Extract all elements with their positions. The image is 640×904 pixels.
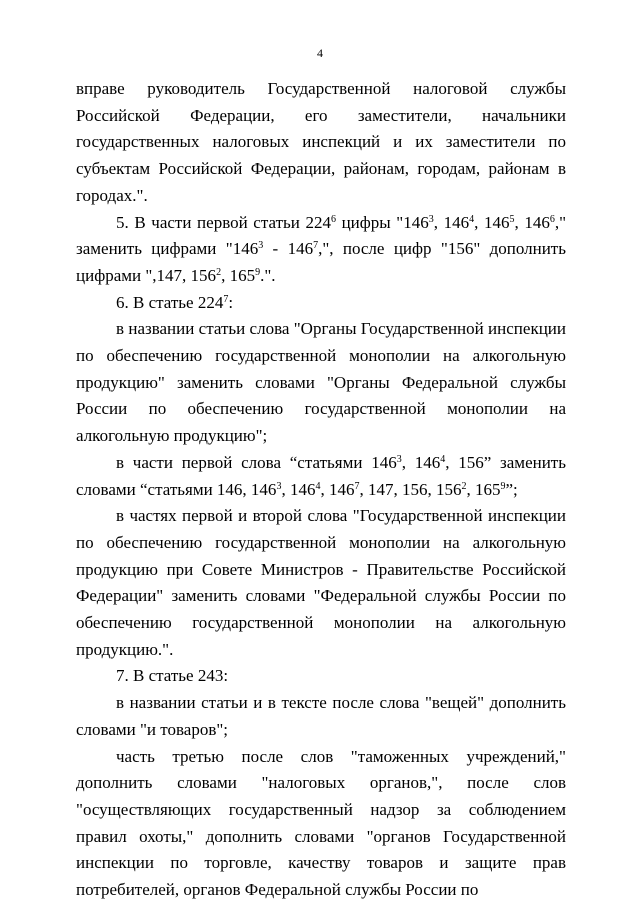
text-run: цифры "146 [335,212,429,232]
text-run: в частях первой и второй слова "Государственной инспекции по обеспечению государственной монополии на алкогольную продукцию при Совете Министров - Правительстве Российской Федерации" заменить словами "Федеральной службы России по обеспечению государственной монополии на алкогольную продукцию.". [76,506,566,659]
text-run: , 156” заменить словами “статьями 146, 146 [76,452,566,499]
document-body [76,76,566,904]
text-run: ,", после цифр "156" дополнить цифрами ",147, 156 [76,239,566,285]
superscript: 4 [440,453,446,465]
superscript: 2 [461,480,467,492]
paragraph [76,210,566,290]
superscript: 3 [396,453,402,465]
paragraph [76,290,566,317]
paragraph [76,76,566,210]
text-run: , 146 [401,452,441,472]
text-run: , 165 [466,479,501,499]
paragraph [76,316,566,450]
text-run: , 146 [281,479,316,499]
superscript: 3 [258,240,264,252]
text-run: часть третью после слов "таможенных учреждений," дополнить словами "налоговых органов,", после слов "осуществляющих государственный надзор за соблюдением правил охоты," дополнить словами "органов Государственной инспекции по торговле, качеству товаров и защите прав потребителей, органов Федеральной службы России по [76,746,566,900]
superscript: 6 [549,213,555,225]
text-run: - 146 [263,239,314,259]
paragraph [76,450,566,503]
superscript: 6 [330,213,336,225]
superscript: 7 [313,240,319,252]
text-run: , 146 [474,212,510,232]
text-run: : [228,292,234,312]
text-run: , 146 [433,212,470,232]
superscript: 5 [509,213,515,225]
text-run: , 165 [221,265,256,285]
superscript: 7 [354,480,360,492]
text-run: 5. В части первой статьи 224 [116,212,331,232]
text-run: 7. В статье 243: [116,666,229,686]
text-run: ”; [505,479,518,499]
text-run: .". [260,265,276,285]
paragraph [76,744,566,904]
superscript: 7 [223,293,229,305]
superscript: 4 [315,480,321,492]
text-run: , 146 [514,212,550,232]
text-run: в названии статьи и в тексте после слова "вещей" дополнить словами "и товаров"; [76,693,566,739]
text-run: ," заменить цифрами "146 [76,212,567,259]
text-run: в названии статьи слова "Органы Государственной инспекции по обеспечению государственной монополии на алкогольную продукцию" заменить словами "Органы Федеральной службы России по обеспечению государственной монополии на алкогольную продукцию"; [76,319,566,446]
superscript: 2 [216,266,222,278]
paragraph [76,690,566,743]
superscript: 3 [276,480,282,492]
text-run: в части первой слова “статьями 146 [116,452,397,472]
superscript: 4 [469,213,475,225]
paragraph [76,663,566,690]
paragraph [76,503,566,663]
text-run: 6. В статье 224 [116,292,224,312]
text-run: , 146 [320,479,355,499]
superscript: 9 [255,266,261,278]
text-run: вправе руководитель Государственной налоговой службы Российской Федерации, его заместители, начальники государственных налоговых инспекций и их заместители по субъектам Российской Федерации, районам, городам, районам в городах.". [76,79,566,205]
superscript: 3 [428,213,434,225]
superscript: 9 [500,480,506,492]
page-number: 4 [317,46,323,60]
text-run: , 147, 156, 156 [359,479,462,499]
